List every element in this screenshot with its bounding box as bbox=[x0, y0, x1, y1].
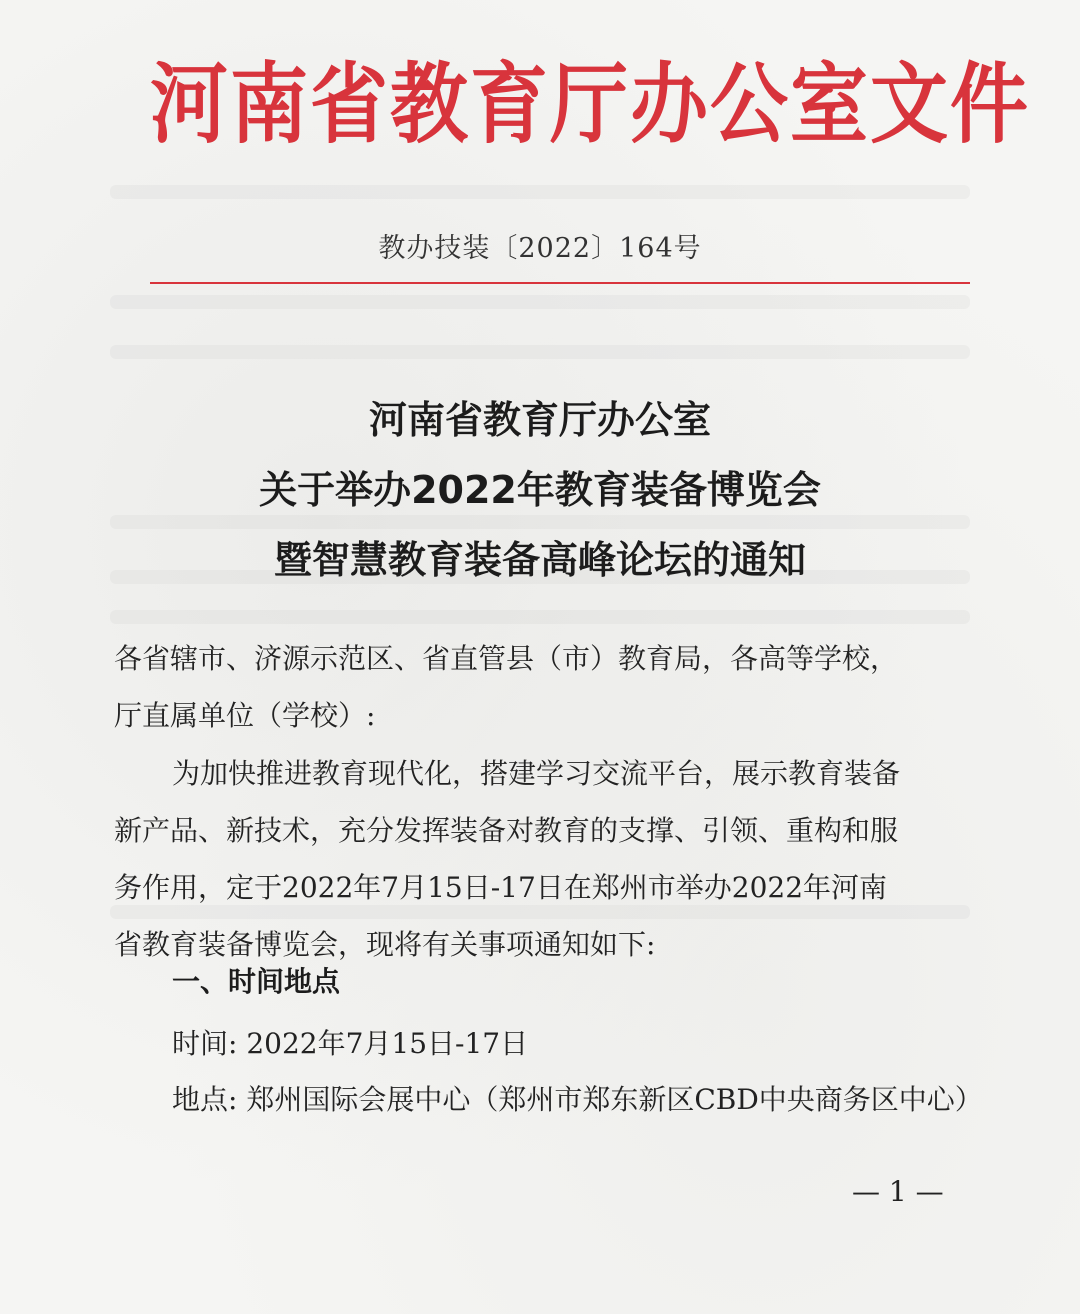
bleed-through-line bbox=[110, 185, 970, 199]
bleed-through-line bbox=[110, 610, 970, 624]
notice-title-line: 河南省教育厅办公室 bbox=[368, 398, 711, 442]
event-place: 地点: 郑州国际会展中心（郑州市郑东新区CBD中央商务区中心） bbox=[172, 1083, 983, 1116]
document-number: 教办技装〔2022〕164号 bbox=[378, 233, 702, 264]
intro-paragraph bbox=[114, 745, 964, 973]
event-time: 时间: 2022年7月15日-17日 bbox=[172, 1027, 529, 1060]
recipients-line: 各省辖市、济源示范区、省直管县（市）教育局，各高等学校， bbox=[114, 642, 899, 675]
intro-line: 务作用，定于2022年7月15日-17日在郑州市举办2022年河南 bbox=[114, 871, 888, 904]
recipients-line: 厅直属单位（学校）: bbox=[114, 699, 376, 732]
page-number: — 1 — bbox=[852, 1175, 944, 1208]
bleed-through-line bbox=[110, 295, 970, 309]
section-heading-time-place: 一、时间地点 bbox=[172, 965, 341, 998]
notice-title-line: 暨智慧教育装备高峰论坛的通知 bbox=[273, 538, 806, 582]
notice-title-line: 关于举办2022年教育装备博览会 bbox=[259, 468, 821, 512]
document-header-title: 河南省教育厅办公室文件 bbox=[150, 55, 1031, 156]
intro-line: 为加快推进教育现代化，搭建学习交流平台，展示教育装备 bbox=[172, 757, 901, 790]
bleed-through-line bbox=[110, 345, 970, 359]
red-divider-line bbox=[150, 282, 970, 284]
recipients-paragraph bbox=[114, 630, 964, 744]
intro-line: 新产品、新技术，充分发挥装备对教育的支撑、引领、重构和服 bbox=[114, 814, 899, 847]
notice-title bbox=[0, 385, 1080, 595]
intro-line: 省教育装备博览会，现将有关事项通知如下: bbox=[114, 928, 656, 961]
